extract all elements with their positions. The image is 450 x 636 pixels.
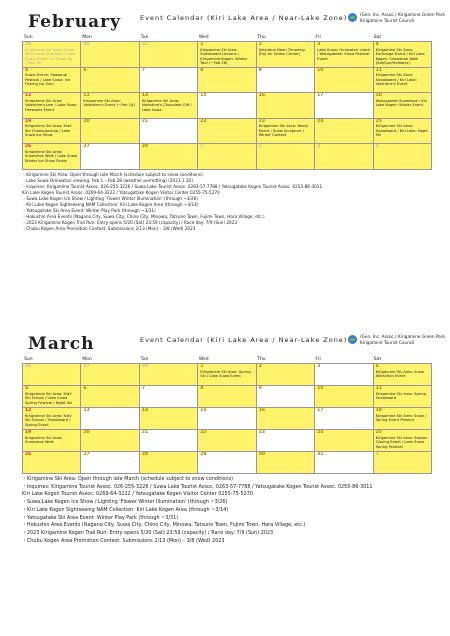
day-number: 28 xyxy=(141,364,149,369)
weekday-label: Mon xyxy=(82,35,92,40)
day-cell xyxy=(257,408,315,430)
day-number: 25 xyxy=(375,430,382,435)
note-line: ・Inquiries: Kirigamine Tourist Assoc. 026-255-3226 / Suwa Lake Tourist Assoc. 0263-57-7788 / Yatsugatake Kogen Tourist Assoc. 0255-86-3011 xyxy=(22,483,373,490)
event-text: Suwa Shrine: Seasonal Festival / Lake Suwa: Ice Fishing (to Sun) xyxy=(25,73,71,87)
event-text: Kirigamine Ski Area: Snow Park Event (Sat/Sun) / Lake Suwa Winter Ice Show (to ~Feb 26) xyxy=(25,47,76,66)
day-cell xyxy=(257,386,315,408)
day-cell xyxy=(81,68,139,94)
event-text: Kirigamine Ski Area: Exchange Event / Kiri Lake Kogen: Snowshoe Walk (Sat/Sun/Holidays) xyxy=(375,47,425,66)
weekday-header xyxy=(22,356,432,363)
note-line: Kiri Lake Kogen Tourist Assoc. 0269-64-3222 / Yatsugatake Kogen Visitor Center 0255-75-5270 xyxy=(22,189,220,195)
day-cell xyxy=(140,42,198,68)
day-cell xyxy=(23,408,81,430)
day-cell xyxy=(140,408,198,430)
note-line: ・Chubu Kogen Area Promotion Contest: Submissions 2/13 (Mon) – 3/8 (Wed) 2023 xyxy=(22,537,225,544)
day-cell xyxy=(23,452,81,474)
weekday-label: Fri xyxy=(315,35,321,40)
day-number: 13 xyxy=(83,408,90,413)
day-number: 9 xyxy=(258,67,262,73)
day-number: 25 xyxy=(375,118,382,124)
day-number: 8 xyxy=(200,67,204,73)
day-cell xyxy=(198,42,256,68)
calendar-grid xyxy=(22,363,432,474)
weekday-header xyxy=(22,34,432,41)
day-cell xyxy=(315,386,373,408)
event-text: Kirigamine Ski Area: Kids' Ski School / Lake Suwa Spring Festival / Night Ski xyxy=(25,391,73,405)
day-cell xyxy=(23,144,81,170)
day-cell xyxy=(81,430,139,452)
day-cell xyxy=(81,408,139,430)
day-number: 19 xyxy=(25,118,32,124)
event-text: Kirigamine Ski Area: Valentine's Event (~Feb 14) xyxy=(83,98,135,108)
day-number: 26 xyxy=(25,144,32,149)
day-number: 31 xyxy=(317,452,324,457)
note-line: ・Kiri Lake Kogen Sightseeing NAM Collection: Kiri Lake Kogen Area (through ~3/14) xyxy=(22,201,199,207)
day-cell xyxy=(315,68,373,94)
day-cell xyxy=(140,68,198,94)
day-number: 5 xyxy=(25,67,29,73)
day-number: 11 xyxy=(375,386,382,391)
day-number: 3 xyxy=(317,364,321,369)
day-cell xyxy=(257,144,315,170)
weekday-label: Sat xyxy=(373,357,382,362)
sheet-header xyxy=(22,330,445,356)
day-cell xyxy=(81,386,139,408)
note-line: Kiri Lake Kogen Tourist Assoc. 0269-64-3222 / Yatsugatake Kogen Visitor Center 0255-75-5270 xyxy=(22,491,253,498)
day-cell xyxy=(315,42,373,68)
weekday-label: Thu xyxy=(257,357,266,362)
day-cell xyxy=(315,430,373,452)
day-number: 23 xyxy=(258,118,265,124)
weekday-label: Sat xyxy=(373,35,382,40)
day-number: 26 xyxy=(25,452,32,457)
weekday-label: Fri xyxy=(315,357,321,362)
day-number: 2 xyxy=(258,364,262,369)
day-number: 14 xyxy=(141,408,149,413)
day-cell xyxy=(257,68,315,94)
weekday-label: Tue xyxy=(140,357,149,362)
day-cell xyxy=(374,119,432,145)
day-number: 9 xyxy=(258,386,262,391)
note-line: ・Yatsugatake Ski Area Event: Winter Play Park (through ~3/31) xyxy=(22,208,156,214)
day-cell xyxy=(23,119,81,145)
day-cell xyxy=(374,68,432,94)
event-text: Kirigamine Ski Area: Snowboard / Kiri Lake: Night Ski xyxy=(375,124,428,138)
note-line: ・Suwa Lake Kogen Ice Show / Lighting 'Flower Winter Illumination' (through ~3/26) xyxy=(22,195,198,201)
day-number: 7 xyxy=(141,386,145,391)
day-number: 13 xyxy=(83,93,90,98)
day-cell xyxy=(140,386,198,408)
day-number: 21 xyxy=(141,430,149,435)
day-number: 4 xyxy=(375,364,379,369)
day-number: 20 xyxy=(83,430,90,435)
day-cell xyxy=(315,408,373,430)
day-number: 3 xyxy=(317,144,321,149)
day-cell xyxy=(140,93,198,119)
day-cell xyxy=(23,42,81,68)
note-line: ・Kirigamine Ski Area: Open through late March (schedule subject to snow conditions) xyxy=(22,476,234,482)
day-cell xyxy=(81,93,139,119)
day-cell xyxy=(23,386,81,408)
calendar-sheet-february xyxy=(22,8,445,308)
day-cell xyxy=(315,452,373,474)
day-number: 1 xyxy=(200,144,204,149)
day-number: 27 xyxy=(83,144,90,149)
note-line: ・2023 Kirigamine Kogen Trail Run: Entry opens 5/20 (Sat) 23:59 (capacity) / Race day: 7/9 (Sun) 2023 xyxy=(22,220,238,226)
weekday-label: Wed xyxy=(198,357,209,362)
note-line: ・Lake Suwa Omiwatari viewing: Feb 1 – Feb 28 (weather permitting) (2023.1.30) xyxy=(22,177,193,183)
calendar-grid xyxy=(22,41,432,170)
day-cell xyxy=(374,364,432,386)
note-line: ・Yatsugatake Ski Area Event: Winter Play Park (through ~3/31) xyxy=(22,514,179,521)
day-number: 18 xyxy=(375,408,382,413)
day-cell xyxy=(23,364,81,386)
day-number: 29 xyxy=(25,42,32,47)
day-number: 12 xyxy=(25,408,32,413)
day-number: 24 xyxy=(317,430,324,435)
calendar-sheet-march xyxy=(22,330,445,626)
day-cell xyxy=(198,119,256,145)
weekday-label: Mon xyxy=(82,357,92,362)
org-logo-icon xyxy=(348,335,357,344)
event-text: Kirigamine Ski Area: Snowboard / Kiri Lake: Valentine's Event xyxy=(375,73,417,87)
day-cell xyxy=(23,68,81,94)
notes-list xyxy=(22,476,432,545)
day-number: 7 xyxy=(141,67,145,73)
day-number: 26 xyxy=(25,364,32,369)
calendar-title: Event Calendar (Kiri Lake Area / Near-Lake Zone) xyxy=(140,336,348,344)
note-line: ・Hokushin Area Events (Nagano City, Suwa City, Chino City, Minowa, Tatsuno Town, Fujimi Town, Hara Village, etc.) xyxy=(22,214,265,220)
day-cell xyxy=(374,408,432,430)
day-cell xyxy=(81,452,139,474)
day-cell xyxy=(198,408,256,430)
day-number: 27 xyxy=(83,364,90,369)
day-number: 23 xyxy=(258,430,265,435)
month-title: March xyxy=(28,334,95,354)
day-number: 15 xyxy=(200,93,207,98)
day-number: 10 xyxy=(317,386,324,391)
event-text: Kirigamine Ski Area: Spring Ski / Lake Suwa Event xyxy=(200,369,251,379)
day-cell xyxy=(140,364,198,386)
day-number: 28 xyxy=(141,144,149,149)
day-cell xyxy=(198,452,256,474)
day-cell xyxy=(198,68,256,94)
calendar-title: Event Calendar (Kiri Lake Area / Near-Lake Zone) xyxy=(140,14,348,22)
event-text: Kirigamine Ski Area: Snowshoe Walk xyxy=(25,435,63,445)
day-cell xyxy=(23,430,81,452)
event-text: Kirigamine Ski Area: Snow Attraction Event xyxy=(375,369,425,379)
org-name: (Gen. Inc. Assoc.) Kirigamine Green Park Kirigamine Tourist Council xyxy=(360,12,445,23)
day-cell xyxy=(81,42,139,68)
day-cell xyxy=(374,93,432,119)
day-number: 20 xyxy=(83,118,90,124)
day-number: 30 xyxy=(83,42,90,47)
day-number: 1 xyxy=(200,364,204,369)
day-number: 30 xyxy=(258,452,265,457)
day-cell xyxy=(140,119,198,145)
day-number: 17 xyxy=(317,408,324,413)
org-name: (Gen. Inc. Assoc.) Kirigamine Green Park Kirigamine Tourist Council xyxy=(360,334,445,345)
note-line: ・Suwa Lake Kogen Ice Show / Lighting 'Flower Winter Illumination' (through ~3/26) xyxy=(22,499,228,506)
day-number: 10 xyxy=(317,67,324,73)
event-text: Kirigamine Ski Area: Season Closing Event / Lake Suwa Spring Festival xyxy=(375,435,428,449)
day-cell xyxy=(257,364,315,386)
day-cell xyxy=(315,364,373,386)
day-cell xyxy=(257,93,315,119)
event-text: Kirigamine Ski Area: Valentine's Jam / Lake Suwa Fireworks Event xyxy=(25,98,77,112)
day-number: 28 xyxy=(141,452,149,457)
weekday-label: Wed xyxy=(198,35,209,40)
month-title: February xyxy=(28,12,122,32)
note-line: ・Inquiries: Kirigamine Tourist Assoc. 026-255-3226 / Suwa Lake Tourist Assoc. 0263-57-7788 / Yatsugatake Kogen Tourist Assoc. 0255-86-3011 xyxy=(22,183,323,189)
day-cell xyxy=(374,386,432,408)
day-number: 1 xyxy=(375,452,379,457)
day-cell xyxy=(198,364,256,386)
day-number: 6 xyxy=(83,67,87,73)
day-cell xyxy=(23,93,81,119)
day-cell xyxy=(374,144,432,170)
day-number: 29 xyxy=(200,452,207,457)
day-cell xyxy=(257,452,315,474)
day-number: 12 xyxy=(25,93,32,98)
event-text: Kirigamine Ski Area: Valentine's Chocolate Gift / Lake Suwa xyxy=(141,98,192,112)
event-text: Setsubun Bean Throwing (Fuji-mi Visitor Center) xyxy=(258,47,305,57)
day-number: 6 xyxy=(83,386,87,391)
event-text: Kirigamine Ski Area: Kids' Ski Championship / Lake Suwa Ice Show xyxy=(25,124,73,138)
day-cell xyxy=(257,119,315,145)
day-number: 24 xyxy=(317,118,324,124)
day-number: 1 xyxy=(200,42,204,47)
event-text: Lake Suwa: Omiwatari check / Yatsugatake: Snow Festival Event xyxy=(317,47,371,61)
day-number: 5 xyxy=(25,386,29,391)
sheet-header xyxy=(22,8,445,34)
note-line: ・2023 Kirigamine Kogen Trail Run: Entry opens 5/20 (Sat) 23:59 (capacity) / Race day: 7/9 (Sun) 2023 xyxy=(22,529,274,536)
day-cell xyxy=(315,93,373,119)
weekday-label: Tue xyxy=(140,35,149,40)
note-line: ・Chubu Kogen Area Promotion Contest: Submissions 2/13 (Mon) – 3/8 (Wed) 2023 xyxy=(22,226,196,232)
weekday-label: Sun xyxy=(24,35,33,40)
day-number: 19 xyxy=(25,430,32,435)
day-number: 16 xyxy=(258,408,265,413)
day-cell xyxy=(198,430,256,452)
day-cell xyxy=(81,119,139,145)
day-number: 14 xyxy=(141,93,149,98)
note-line: ・Hokushin Area Events (Nagano City, Suwa City, Chino City, Minowa, Tatsuno Town, Fujimi Town, Hara Village, etc.) xyxy=(22,522,306,529)
notes-list xyxy=(22,172,432,233)
day-number: 3 xyxy=(317,42,321,47)
day-number: 4 xyxy=(375,144,379,149)
event-text: Yatsugatake Snowshoe / Kiri Lake Kogen: Winter Event xyxy=(375,98,428,108)
day-cell xyxy=(198,93,256,119)
day-number: 22 xyxy=(200,118,207,124)
day-cell xyxy=(315,119,373,145)
day-number: 8 xyxy=(200,386,204,391)
event-text: Kirigamine Ski Area: Snowshoe Walk / Lake Suwa Winter Ice Show Finale xyxy=(25,149,78,163)
weekday-label: Sun xyxy=(24,357,33,362)
event-text: Kirigamine Ski Area: Kids' Ski School / Snowboard / Spring Event xyxy=(25,413,73,427)
event-text: Kirigamine Ski Area: Spring Snowboard xyxy=(375,391,427,401)
event-text: Kirigamine Ski Area: Snowboard Lessons / Kirigamine Kogen: Winter Tour (~Feb 26) xyxy=(200,47,248,66)
day-number: 11 xyxy=(375,67,382,73)
day-cell xyxy=(198,386,256,408)
day-number: 31 xyxy=(141,42,149,47)
day-cell xyxy=(374,42,432,68)
day-cell xyxy=(374,452,432,474)
day-cell xyxy=(81,144,139,170)
event-text: Kirigamine Ski Area: Yearly Event / Snow Sculpture / Winter Contest xyxy=(258,124,309,138)
org-logo-icon xyxy=(348,13,357,22)
day-number: 22 xyxy=(200,430,207,435)
day-number: 4 xyxy=(375,42,379,47)
note-line: ・Kiri Lake Kogen Sightseeing NAM Collection: Kiri Lake Kogen Area (through ~3/14) xyxy=(22,506,229,513)
day-cell xyxy=(257,42,315,68)
day-cell xyxy=(198,144,256,170)
day-number: 15 xyxy=(200,408,207,413)
event-text: Kirigamine Ski Area: Snow / Spring Event Present xyxy=(375,413,427,423)
day-cell xyxy=(81,364,139,386)
day-number: 27 xyxy=(83,452,90,457)
day-number: 2 xyxy=(258,42,262,47)
day-cell xyxy=(140,430,198,452)
day-number: 17 xyxy=(317,93,324,98)
day-number: 21 xyxy=(141,118,149,124)
day-cell xyxy=(257,430,315,452)
day-cell xyxy=(140,144,198,170)
weekday-label: Thu xyxy=(257,35,266,40)
day-number: 18 xyxy=(375,93,382,98)
day-cell xyxy=(315,144,373,170)
day-number: 16 xyxy=(258,93,265,98)
day-cell xyxy=(140,452,198,474)
day-cell xyxy=(374,430,432,452)
day-number: 2 xyxy=(258,144,262,149)
note-line: ・Kirigamine Ski Area: Open through late March (schedule subject to snow conditions) xyxy=(22,171,203,177)
